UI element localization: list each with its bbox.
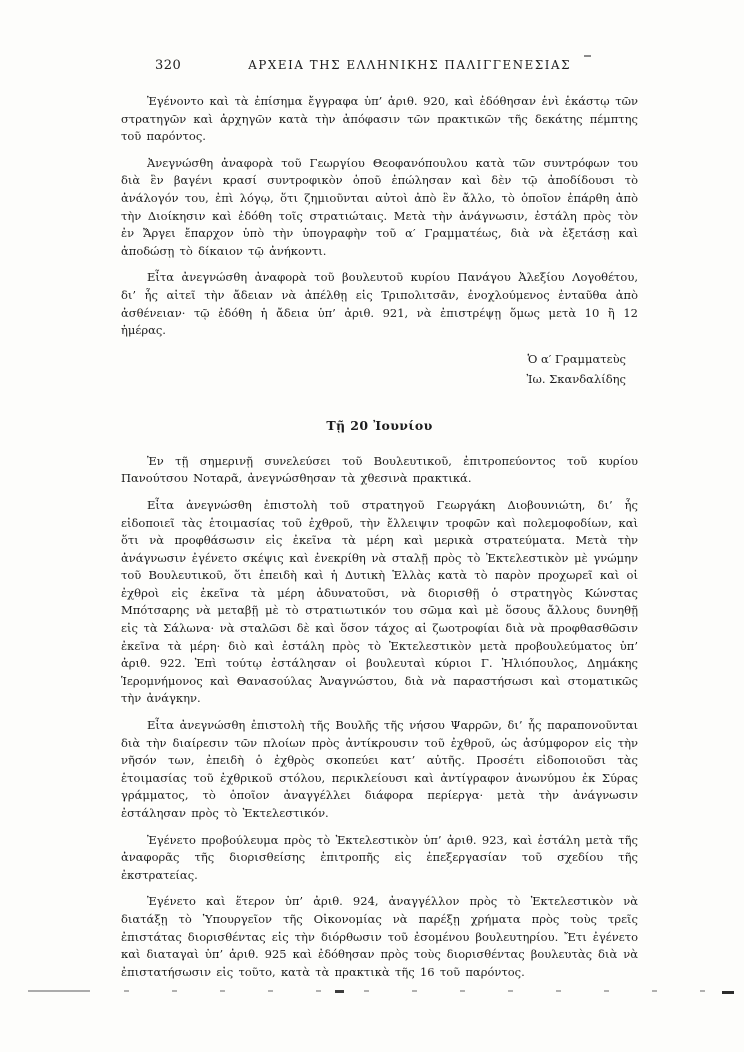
- signature-name: Ἰω. Σκανδαλίδης: [526, 371, 626, 386]
- page-header: [121, 58, 638, 73]
- paragraph-psara-letter: Εἶτα ἀνεγνώσθη ἐπιστολὴ τῆς Βουλῆς τῆς νήσου Ψαρρῶν, δι’ ἧς παραπονοῦνται διὰ τὴν διαίρεσιν τῶν πλοίων πρὸς ἀντίκρουσιν τοῦ ἐχθροῦ, ὡς ἀσύμφορον εἰς τὴν νῆσόν των, ἐπειδὴ ὁ ἐχθρὸς σκοπεύει κατ’ αὐτῆς. Προσέτι εἰδοποιοῦσι τὰς ἑτοιμασίας τοῦ ἐχθρικοῦ στόλου, περικλείουσι καὶ ἀντίγραφον ἀνωνύμου ἐκ Σύρας γράμματος, τὸ ὁποῖον ἀναγγέλλει διάφορα περίεργα· μετὰ τὴν ἀνάγνωσιν ἐστάλησαν πρὸς τὸ Ἐκτελεστικόν.: [121, 718, 638, 820]
- scan-artifact-mark: [584, 55, 591, 57]
- paragraph-diovouniotis-letter-922: Εἶτα ἀνεγνώσθη ἐπιστολὴ τοῦ στρατηγοῦ Γεωργάκη Διοβουνιώτη, δι’ ἧς εἰδοποιεῖ τὰς ἑτοιμασίας τοῦ ἐχθροῦ, τὴν ἔλλειψιν τροφῶν καὶ πολεμοφοδίων, καὶ ὅτι νὰ προφθάσωσιν εἰς ἐκεῖνα τὰ μέρη καὶ μερικὰ στρατεύματα. Μετὰ τὴν ἀνάγνωσιν ἐγένετο σκέψις καὶ ἐνεκρίθη νὰ σταλῇ πρὸς τὸ Ἐκτελεστικὸν μὲ γνώμην τοῦ Βουλευτικοῦ, ὅτι ἐπειδὴ καὶ ἡ Δυτικὴ Ἑλλὰς κατὰ τὸ παρὸν προχωρεῖ καὶ οἱ ἐχθροὶ εἰς ἐκεῖνα τὰ μέρη ἀδυνατοῦσι, νὰ διορισθῇ ὁ στρατηγὸς Κώνστας Μπότσαρης νὰ μεταβῇ μὲ τὸ στρατιωτικόν του σῶμα καὶ μὲ ὅσους ἄλλους δυνηθῇ εἰς τὰ Σάλωνα· νὰ σταλῶσι δὲ καὶ ὅσον τάχος αἱ ζωοτροφίαι διὰ νὰ προφθασθῶσιν ἐκεῖνα τὰ μέρη· διὸ καὶ ἐστάλη πρὸς τὸ Ἐκτελεστικὸν μετὰ προβουλεύματος ὑπ’ ἀριθ. 922. Ἐπὶ τούτῳ ἐστάλησαν οἱ βουλευταὶ κύριοι Γ. Ἠλιόπουλος, Δημάκης Ἱερομνήμονος καὶ Θανασούλας Ἀναγνώστου, διὰ νὰ παραστήσωσι καὶ στοματικῶς τὴν ἀνάγκην.: [121, 497, 638, 706]
- paragraph-provouleuma-923: Ἐγένετο προβούλευμα πρὸς τὸ Ἐκτελεστικὸν ὑπ’ ἀριθ. 923, καὶ ἐστάλη μετὰ τῆς ἀναφορᾶς τῆς διορισθείσης ἐπιτροπῆς εἰς ἐπεξεργασίαν τοῦ σχεδίου τῆς ἐκστρατείας.: [121, 832, 638, 882]
- scan-artifact-line: [28, 990, 728, 992]
- scan-artifact-dot: [335, 990, 344, 993]
- running-title: ΑΡΧΕΙΑ ΤΗΣ ΕΛΛΗΝΙΚΗΣ ΠΑΛΙΓΓΕΝΕΣΙΑΣ: [248, 58, 572, 72]
- page-number: 320: [155, 58, 182, 73]
- signature-block: [121, 349, 638, 389]
- paragraph-provouleuma-924-925: Ἐγένετο καὶ ἕτερον ὑπ’ ἀριθ. 924, ἀναγγέλλον πρὸς τὸ Ἐκτελεστικὸν νὰ διατάξῃ τὸ Ὑπουργεῖον τῆς Οἰκονομίας νὰ παρέξῃ χρήματα πρὸς τοὺς τρεῖς ἐπιστάτας διορισθέντας εἰς τὴν διόρθωσιν τοῦ ἐσομένου βουλευτηρίου. Ἔτι ἐγένετο καὶ διαταγαὶ ὑπ’ ἀριθ. 925 καὶ ἐδόθησαν πρὸς τοὺς διορισθέντας βουλευτὰς διὰ νὰ ἐπιστατήσωσιν εἰς τοῦτο, κατὰ τὰ πρακτικὰ τῆς 16 τοῦ παρόντος.: [121, 894, 638, 979]
- section-heading-date: Τῇ 20 Ἰουνίου: [326, 417, 433, 433]
- scan-artifact-dot: [722, 991, 734, 994]
- signature-role: Ὁ α′ Γραμματεὺς: [527, 351, 626, 366]
- paragraph-session-opening: Ἐν τῇ σημερινῇ συνελεύσει τοῦ Βουλευτικοῦ, ἐπιτροπεύοντος τοῦ κυρίου Πανούτσου Νοταρᾶ, ἀνεγνώσθησαν τὰ χθεσινὰ πρακτικά.: [121, 453, 638, 486]
- page-content: [121, 58, 638, 990]
- paragraph-logothetis-leave-921: Εἶτα ἀνεγνώσθη ἀναφορὰ τοῦ βουλευτοῦ κυρίου Πανάγου Ἀλεξίου Λογοθέτου, δι’ ἧς αἰτεῖ τὴν ἄδειαν νὰ ἀπέλθῃ εἰς Τριπολιτσᾶν, ἐνοχλούμενος ἐνταῦθα ἀπὸ ἀσθένειαν· τῷ ἐδόθη ἡ ἄδεια ὑπ’ ἀριθ. 921, νὰ ἐπιστρέψῃ ὅμως μετὰ 10 ἢ 12 ἡμέρας.: [121, 270, 638, 338]
- scan-artifact-line-lead: [28, 990, 90, 992]
- paragraph-official-documents-920: Ἐγένοντο καὶ τὰ ἐπίσημα ἔγγραφα ὑπ’ ἀριθ. 920, καὶ ἐδόθησαν ἑνὶ ἑκάστῳ τῶν στρατηγῶν καὶ ἀρχηγῶν κατὰ τὴν ἀπόφασιν τῶν πρακτικῶν τῆς δεκάτης πέμπτης τοῦ παρόντος.: [121, 94, 638, 144]
- paragraph-theofanopoulos-report: Ἀνεγνώσθη ἀναφορὰ τοῦ Γεωργίου Θεοφανόπουλου κατὰ τῶν συντρόφων του διὰ ἓν βαγένι κρασί συντροφικὸν ὁποῦ ἐπώλησαν καὶ δὲν τῷ ἀποδίδουσι τὸ ἀνάλογόν του, ἐπὶ λόγῳ, ὅτι ζημιοῦνται αὐτοὶ ἀπὸ ἓν ἄλλο, τὸ ὁποῖον ἐπάρθη ἀπὸ τὴν Διοίκησιν καὶ ἐδόθη τοῖς στρατιώταις. Μετὰ τὴν ἀνάγνωσιν, ἐστάλη πρὸς τὸν ἐν Ἄργει ἔπαρχον ὑπὸ τὴν ὑπογραφὴν τοῦ α′ Γραμματέως, διὰ νὰ ἐξετάσῃ καὶ ἀποδώσῃ τὸ δίκαιον τῷ ἀνήκοντι.: [121, 155, 638, 258]
